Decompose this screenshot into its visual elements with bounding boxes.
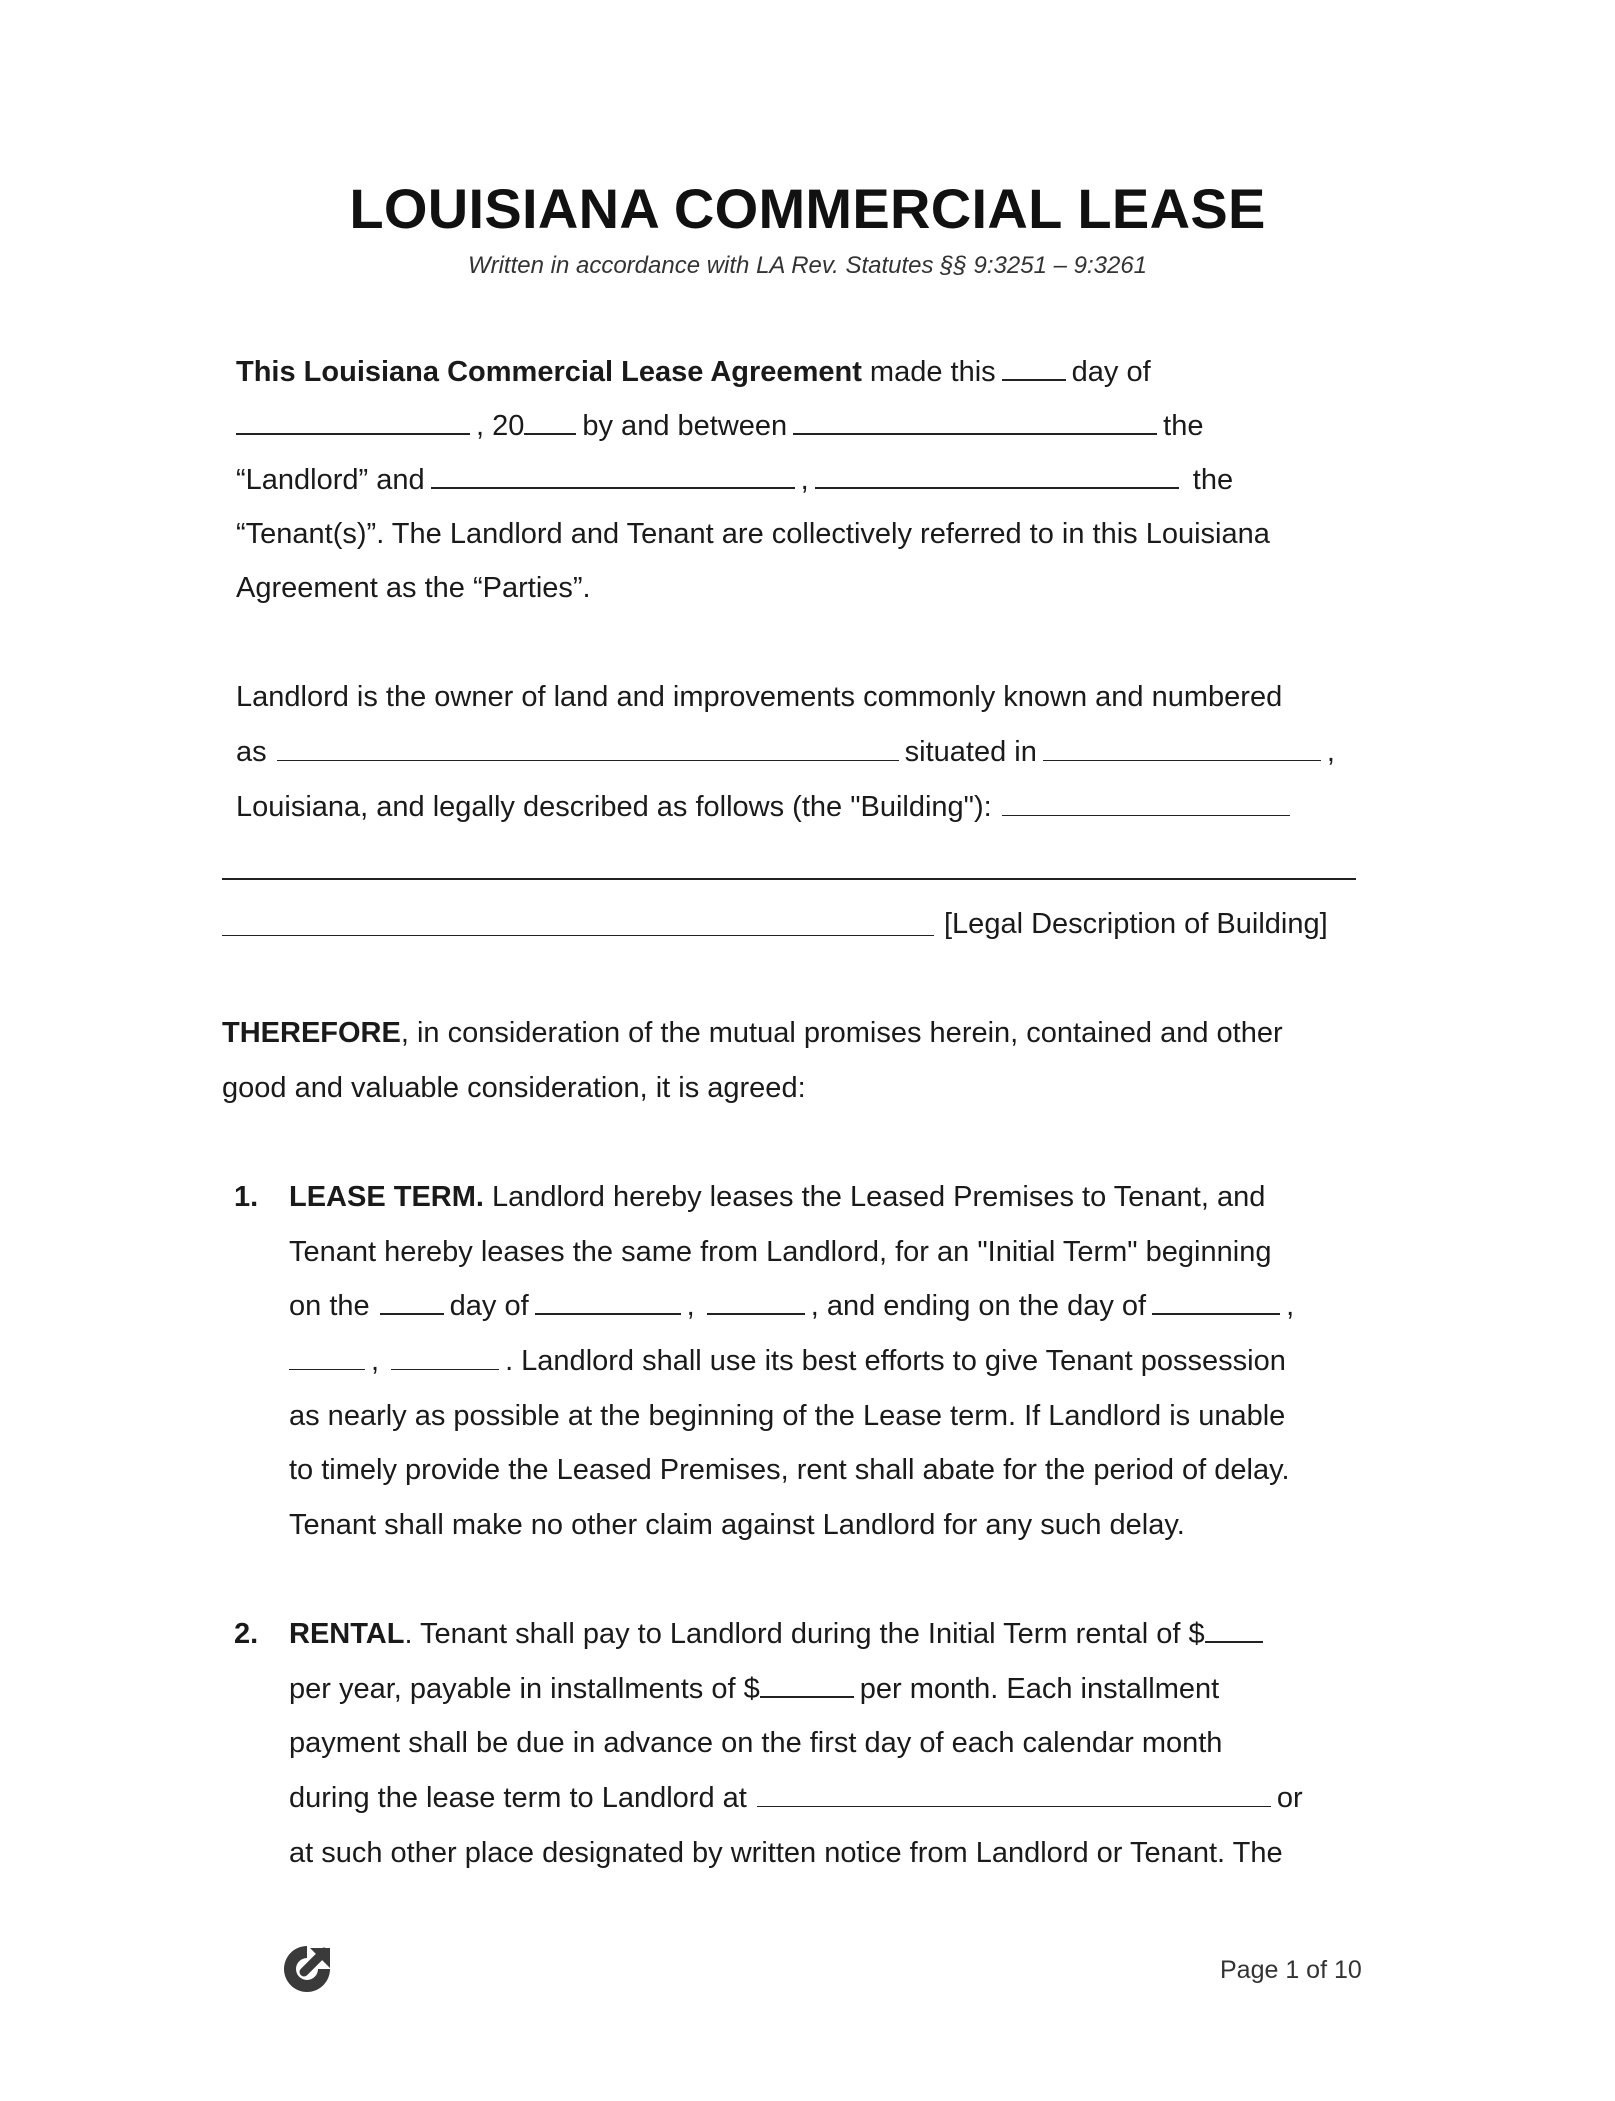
intro-line-2: , 20 by and between the [236, 408, 1203, 444]
intro-line-1: This Louisiana Commercial Lease Agreement made this day of [236, 356, 1151, 388]
section-1-line-6: to timely provide the Leased Premises, rent shall abate for the period of delay. [289, 1454, 1290, 1486]
legal-description-blank-1[interactable] [1002, 791, 1290, 816]
section-2-line-3: payment shall be due in advance on the first day of each calendar month [289, 1727, 1223, 1759]
year-blank[interactable] [524, 409, 576, 435]
therefore-line-2: good and valuable consideration, it is agreed: [222, 1072, 806, 1104]
payment-address-blank[interactable] [757, 1782, 1271, 1807]
section-2-heading: RENTAL [289, 1618, 405, 1650]
start-month-blank[interactable] [535, 1289, 681, 1315]
intro-line-4: “Tenant(s)”. The Landlord and Tenant are collectively referred to in this Louisiana [236, 518, 1270, 550]
legal-description-label: [Legal Description of Building] [944, 908, 1328, 940]
landlord-line-2: as situated in , [236, 736, 1335, 768]
section-1-line-3: on the day of , , and ending on the day of , [289, 1290, 1295, 1322]
legal-description-blank-3[interactable] [222, 935, 934, 936]
agreement-name: This Louisiana Commercial Lease Agreement [236, 356, 862, 388]
section-2-number: 2. [234, 1618, 259, 1650]
document-title: LOUISIANA COMMERCIAL LEASE [349, 177, 1266, 240]
page-number: Page 1 of 10 [1220, 1956, 1362, 1984]
city-blank[interactable] [1043, 736, 1321, 761]
day-blank[interactable] [1002, 355, 1066, 381]
section-1-line-1: LEASE TERM. Landlord hereby leases the Leased Premises to Tenant, and [289, 1181, 1266, 1213]
section-2-line-1: RENTAL. Tenant shall pay to Landlord during the Initial Term rental of $ [289, 1616, 1269, 1652]
landlord-line-1: Landlord is the owner of land and improvements commonly known and numbered [236, 681, 1283, 713]
end-month-blank[interactable] [1152, 1289, 1280, 1315]
monthly-rent-blank[interactable] [760, 1672, 854, 1698]
document-subtitle: Written in accordance with LA Rev. Statutes §§ 9:3251 – 9:3261 [467, 252, 1148, 279]
section-2-line-4: during the lease term to Landlord at or [289, 1782, 1303, 1814]
section-1-line-5: as nearly as possible at the beginning of the Lease term. If Landlord is unable [289, 1400, 1286, 1432]
section-2-line-5: at such other place designated by written notice from Landlord or Tenant. The [289, 1837, 1283, 1869]
landlord-line-3: Louisiana, and legally described as follows (the "Building"): [236, 789, 1296, 825]
therefore-line-1: THEREFORE, in consideration of the mutual promises herein, contained and other [222, 1017, 1283, 1049]
end-day-blank[interactable] [289, 1345, 365, 1370]
end-year-blank[interactable] [391, 1345, 499, 1370]
tenant-name-blank[interactable] [431, 463, 795, 489]
annual-rent-blank[interactable] [1205, 1617, 1263, 1643]
section-1-line-4: , . Landlord shall use its best efforts to give Tenant possession [289, 1343, 1286, 1379]
landlord-name-blank[interactable] [793, 409, 1157, 435]
tenant-name-blank-2[interactable] [815, 463, 1179, 489]
intro-line-5: Agreement as the “Parties”. [236, 572, 591, 604]
section-2-line-2: per year, payable in installments of $ per month. Each installment [289, 1673, 1220, 1705]
section-1-line-7: Tenant shall make no other claim against Landlord for any such delay. [289, 1509, 1185, 1541]
start-day-blank[interactable] [380, 1289, 444, 1315]
start-year-blank[interactable] [707, 1289, 805, 1315]
section-1-number: 1. [234, 1181, 259, 1213]
address-blank[interactable] [277, 736, 899, 761]
month-blank[interactable] [236, 409, 470, 435]
section-1-heading: LEASE TERM. [289, 1181, 484, 1213]
section-1-line-2: Tenant hereby leases the same from Landlord, for an "Initial Term" beginning [289, 1236, 1272, 1268]
arrow-logo-icon [278, 1940, 336, 1998]
intro-line-3: “Landlord” and , the [236, 464, 1234, 496]
legal-description-blank-2[interactable] [222, 878, 1356, 880]
